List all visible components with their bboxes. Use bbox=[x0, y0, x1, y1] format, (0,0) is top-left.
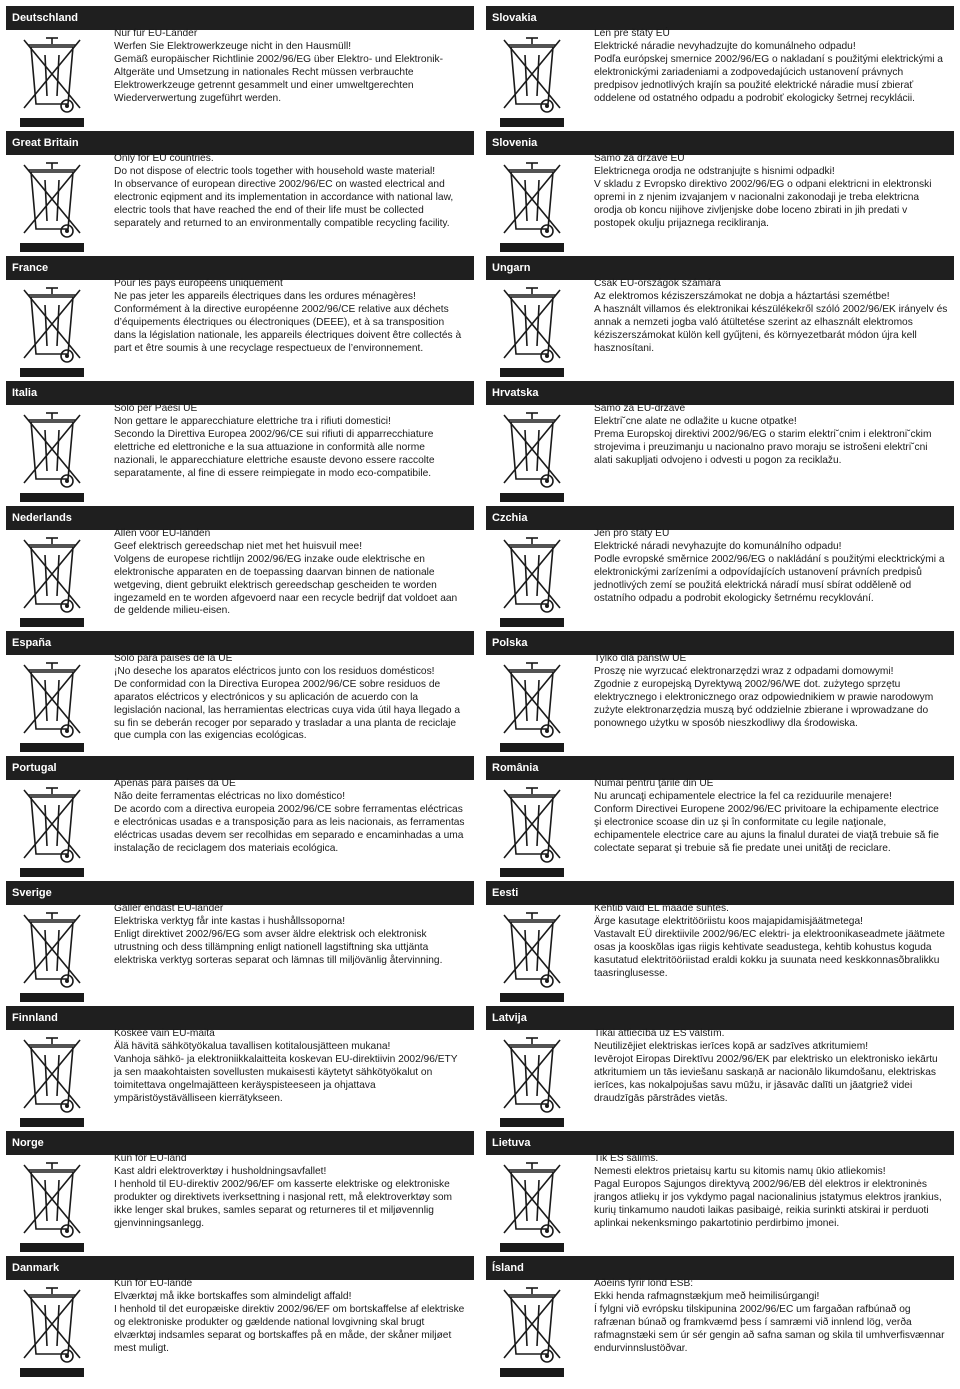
section bbox=[6, 6, 474, 131]
country-header: Polska bbox=[486, 631, 954, 655]
disposal-text: Gäller endast EU-länder Elektriska verktyg får inte kastas i hushållssoporna! Enligt direktivet 2002/96/EG som avser äldre elektrisk och elektronisk utrustning och dess tillämpning enligt nationell lagstiftning ska uttjänta elektriska verktyg sorteras separat och lämnas till miljövänlig återvinning. bbox=[114, 903, 443, 966]
disposal-text: Nur für EU-Länder Werfen Sie Elektrowerkzeuge nicht in den Hausmüll! Gemäß europäischer Richtlinie 2002/96/EG über Elektro- und Elektronik-Altgeräte und Umsetzung in nationales Recht müssen verbrauchte Elektrowerkzeuge getrennt gesammelt und einer umweltgerechten Wiederverwertung zugeführt werden. bbox=[114, 28, 443, 104]
section bbox=[6, 1006, 474, 1131]
crossed-out-bin-icon bbox=[14, 1282, 90, 1378]
country-header: Norge bbox=[6, 1131, 474, 1155]
country-header: Ungarn bbox=[486, 256, 954, 280]
disposal-text: Numai pentru ţările din UE Nu aruncaţi echipamentele electrice la fel ca reziduurile menajere! Conform Directivei Europene 2002/96/EC privitoare la echipamente electrice şi electronice scoase din uz şi în conformitate cu legile naţionale, echipamentele electrice care au ajuns la finalul duratei de viaţă trebuie să fie colectate separat şi trebuie să fie predate unei unităţi de reciclare. bbox=[594, 778, 939, 854]
country-header: Portugal bbox=[6, 756, 474, 780]
section bbox=[486, 506, 954, 631]
crossed-out-bin-icon bbox=[494, 1282, 570, 1378]
section bbox=[6, 631, 474, 756]
crossed-out-bin-icon bbox=[494, 532, 570, 628]
crossed-out-bin-icon bbox=[14, 1032, 90, 1128]
country-header: Danmark bbox=[6, 1256, 474, 1280]
disposal-text: Solo per Paesi UE Non gettare le apparecchiature elettriche tra i rifiuti domestici! Secondo la Direttiva Europea 2002/96/CE sui rifiuti di apparrecchiature elettriche ed elettroniche e la sua attuazione in conformità alle norme nazionali, le apparecchiature elettriche esauste devono essere raccolte separatamente, al fine di essere reimpiegate in modo eco-compatibile. bbox=[114, 403, 435, 479]
disposal-text: Koskee vain EU-maita Älä hävitä sähkötyökalua tavallisen kotitalousjätteen mukana! Vanhoja sähkö- ja elektroniikkalaitteita koskevan EU-direktiivin 2002/96/ETY ja sen maakohtaisten sovellusten mukaisesti käytetyt sähkötyökalut on toimitettava ongelmajätteen keräyspisteeseen ja ohjattava ympäristöystävälliseen kierrätykseen. bbox=[114, 1028, 458, 1104]
section bbox=[486, 6, 954, 131]
disposal-text: Sólo para países de la UE ¡No deseche los aparatos eléctricos junto con los residuos domésticos! De conformidad con la Directiva Europea 2002/96/CE sobre residuos de aparatos eléctricos y electrónicos y su aplicación de acuerdo con la legislación nacional, las herramientas electricas cuya vida útil haya llegado a su fin se deberán recoger por separado y trasladar a una planta de reciclaje que cumpla con las exigencias ecológicas. bbox=[114, 653, 461, 742]
crossed-out-bin-icon bbox=[494, 657, 570, 753]
country-header: Lietuva bbox=[486, 1131, 954, 1155]
disposal-text: Csak EU-országok számára Az elektromos kéziszerszámokat ne dobja a háztartási szemétbe! A használt villamos és elektronikai készülékekről szóló 2002/96/EK irányelv és annak a nemzeti jogba való átültetése szerint az elhasznált elektromos kéziszerszámokat külön kell gyűjteni, és környezetbarát módon újra kell hasznosítani. bbox=[594, 278, 948, 354]
section bbox=[6, 1256, 474, 1381]
country-header: Ísland bbox=[486, 1256, 954, 1280]
section bbox=[486, 1006, 954, 1131]
crossed-out-bin-icon bbox=[14, 1157, 90, 1253]
country-header: Slovenia bbox=[486, 131, 954, 155]
country-header: Slovakia bbox=[486, 6, 954, 30]
disposal-text: Kun for EU-lande Elværktøj må ikke bortskaffes som almindeligt affald! I henhold til det europæiske direktiv 2002/96/EF om bortskaffelse af elektriske og elektroniske produkter og gældende national lovgivning skal brugt elværktøj indsamles separat og bortskaffes på en måde, der skåner miljøet mest muligt. bbox=[114, 1278, 465, 1354]
disposal-text: Aðeins fyrir lönd ESB: Ekki henda rafmagnstækjum með heimilisúrgangi! Í fylgni við evrópsku tilskipunina 2002/96/EC um fargaðan rafbúnað og rafrænan búnað og framkvæmd þess í samræmi við innlend lög, verða rafmagnstæki sem úr sér gengin að safna saman og skila til umhverfisvænnar endurvinnslustöðvar. bbox=[594, 1278, 945, 1354]
section bbox=[6, 506, 474, 631]
country-header: Sverige bbox=[6, 881, 474, 905]
crossed-out-bin-icon bbox=[494, 407, 570, 503]
crossed-out-bin-icon bbox=[14, 157, 90, 253]
disposal-text: Allen voor EU-landen Geef elektrisch gereedschap niet met het huisvuil mee! Volgens de europese richtlijn 2002/96/EG inzake oude elektrische en elektronische apparaten en de toepassing daarvan binnen de nationale wetgeving, dient gebruikt elektrisch gereedschap gescheiden te worden ingezameld en te worden afgevoerd naar een recycle bedrijf dat voldoet aan de geldende milieu-eisen. bbox=[114, 528, 458, 617]
section bbox=[486, 131, 954, 256]
country-header: France bbox=[6, 256, 474, 280]
disposal-text: Tylko dla państw UE Proszę nie wyrzucać elektronarzędzi wraz z odpadami domowymi! Zgodnie z europejską Dyrektywą 2002/96/WE dot. zużytego sprzętu elektrycznego i elektronicznego oraz odpowiednikiem w prawie narodowym zużyte elektronarzędzia muszą być oddzielnie zbierane i wprowadzane do ponownego użytku w sposób nieszkodliwy dla środowiska. bbox=[594, 653, 934, 729]
country-header: România bbox=[486, 756, 954, 780]
disposal-text: Jen pro státy EU Elektrické náradi nevyhazujte do komunálního odpadu! Podle evropské směrnice 2002/96/EG o nakládání s použitými elecktrickými a elektronickými zarízeními a odpovídajících ustanovení právních predpisů jednotlivých zemí se použitá elektrická náradí musí sbírat odděleně od ostatního odpadu a podrobit ekologicky šetrnému recyklování. bbox=[594, 528, 945, 604]
disposal-text: Len pre štáty EÚ Elektrické náradie nevyhadzujte do komunálneho odpadu! Podľa európskej smernice 2002/96/EG o nakladaní s použitými elektrickými a elektronickými zariadeniami a zodpovedajúcich ustanovení právnych predpisov jednotlivých krajín sa použité elektrické náradie musí zbierať oddelene od ostatného odpadu a podrobiť ekologicky šetrnej recyklácii. bbox=[594, 28, 943, 104]
crossed-out-bin-icon bbox=[494, 1157, 570, 1253]
disposal-text: Kehtib vaid EL maade suhtes. Ärge kasutage elektritööriistu koos majapidamisjäätmetega! Vastavalt EÜ direktiivile 2002/96/EC elektri- ja elektroonikaseadmete jäätmete osas ja kooskõlas igas riigis kehtivate seadustega, kehtib kohustus koguda kasutatud elektritööriistad eraldi kokku ja suunata need keskkonnasõbralikku taasringlusesse. bbox=[594, 903, 945, 979]
crossed-out-bin-icon bbox=[14, 282, 90, 378]
crossed-out-bin-icon bbox=[14, 907, 90, 1003]
disposal-text: Kun for EU-land Kast aldri elektroverktøy i husholdningsavfallet! I henhold til EU-direktiv 2002/96/EF om kasserte elektriske og elektroniske produkter og direktivets iverksettning i nasjonal rett, må elektroverktøy som ikke lenger skal brukes, samles separat og returneres til et miljøvennlig gjenvinningsanlegg. bbox=[114, 1153, 453, 1229]
crossed-out-bin-icon bbox=[494, 907, 570, 1003]
country-header: Deutschland bbox=[6, 6, 474, 30]
country-header: Hrvatska bbox=[486, 381, 954, 405]
crossed-out-bin-icon bbox=[14, 32, 90, 128]
disposal-text: Samo za drzave EU Elektricnega orodja ne odstranjujte s hisnimi odpadki! V skladu z Evropsko direktivo 2002/96/EG o odpani elektricni in elektronski opremi in z njenim izvajanjem v nacionalni zakonodaji je treba elektricna orodja ob koncu nijihove zivljenjske dobe loceno zbirati in jih predati v postopek okulju prijaznega recikliranja. bbox=[594, 153, 932, 229]
crossed-out-bin-icon bbox=[494, 782, 570, 878]
section bbox=[6, 131, 474, 256]
crossed-out-bin-icon bbox=[494, 1032, 570, 1128]
section bbox=[486, 756, 954, 881]
right-column bbox=[486, 6, 954, 1381]
disposal-text: Only for EU countries. Do not dispose of electric tools together with household waste material! In observance of european directive 2002/96/EC on wasted electrical and electronic eqipment and its implementation in accordance with national law, electric tools that have reached the end of their life must be collected separately and returned to an environmentally compatible recycling facility. bbox=[114, 153, 454, 229]
section bbox=[486, 256, 954, 381]
section bbox=[486, 1256, 954, 1381]
disposal-text: Tik ES šalims. Nemesti elektros prietaisų kartu su kitomis namų ūkio atliekomis! Pagal Europos Sąjungos direktyvą 2002/96/EB dėl elektros ir elektroninės įrangos atliekų ir jos vykdymo pagal nacionalinius įstatymus elektros įrankius, kurių tinkamumo naudoti laikas pasibaigė, reikia surinkti atskirai ir perduoti aplinkai nekenksmingo pakartotinio perdirbimo įmonei. bbox=[594, 1153, 942, 1229]
crossed-out-bin-icon bbox=[494, 157, 570, 253]
section bbox=[486, 1131, 954, 1256]
country-header: Eesti bbox=[486, 881, 954, 905]
crossed-out-bin-icon bbox=[494, 282, 570, 378]
country-header: Latvija bbox=[486, 1006, 954, 1030]
crossed-out-bin-icon bbox=[14, 657, 90, 753]
country-header: Great Britain bbox=[6, 131, 474, 155]
left-column bbox=[6, 6, 474, 1381]
country-header: Italia bbox=[6, 381, 474, 405]
disposal-text: Pour les pays européens uniquement Ne pas jeter les appareils électriques dans les ordures ménagères! Conformément à la directive européenne 2002/96/CE relative aux déchets d’équipements électriques ou électroniques (DEEE), et à sa transposition dans la législation nationale, les appareils électriques doivent être collectés à part et être soumis à une recyclage respectueux de l’environnement. bbox=[114, 278, 462, 354]
disposal-text: Apenas para países da UE Não deite ferramentas eléctricas no lixo doméstico! De acordo com a directiva europeia 2002/96/CE sobre ferramentas eléctricas e electrónicas usadas e a transposição para as leis nacionais, as ferramentas eléctricas usadas devem ser recolhidas em separado e encaminhadas a uma instalação de reciclagem dos materiais ecológica. bbox=[114, 778, 465, 854]
section bbox=[486, 631, 954, 756]
section bbox=[486, 881, 954, 1006]
section bbox=[6, 881, 474, 1006]
country-header: Czchia bbox=[486, 506, 954, 530]
crossed-out-bin-icon bbox=[14, 407, 90, 503]
section bbox=[486, 381, 954, 506]
section bbox=[6, 1131, 474, 1256]
crossed-out-bin-icon bbox=[494, 32, 570, 128]
crossed-out-bin-icon bbox=[14, 782, 90, 878]
country-header: España bbox=[6, 631, 474, 655]
section bbox=[6, 756, 474, 881]
disposal-text: Tikai attiecībā uz ES valstīm. Neutilizējiet elektriskas ierīces kopā ar sadzīves atkritumiem! Ievērojot Eiropas Direktīvu 2002/96/EK par elektrisko un elektronisko iekārtu atkritumiem un tās ieviešanu saskaņā ar nacionālo likumdošanu, elektriskas ierīces, kas nokalpojušas savu mūžu, ir jāsavāc dalīti un jāatgriež videi draudzīgās pārstrādes vietās. bbox=[594, 1028, 938, 1104]
country-header: Finnland bbox=[6, 1006, 474, 1030]
disposal-text: Samo za EU-države Elektri˘cne alate ne odlažite u kucne otpatke! Prema Europskoj direktivi 2002/96/EG o starim elektri˘cnim i elektroni˘ckim strojevima i preuzimanju u nacionalno pravo moraju se istrošeni elektri˘cni alati sakupljati odvojeno i odvesti u pogon za reciklažu. bbox=[594, 403, 932, 466]
section bbox=[6, 256, 474, 381]
country-header: Nederlands bbox=[6, 506, 474, 530]
crossed-out-bin-icon bbox=[14, 532, 90, 628]
section bbox=[6, 381, 474, 506]
